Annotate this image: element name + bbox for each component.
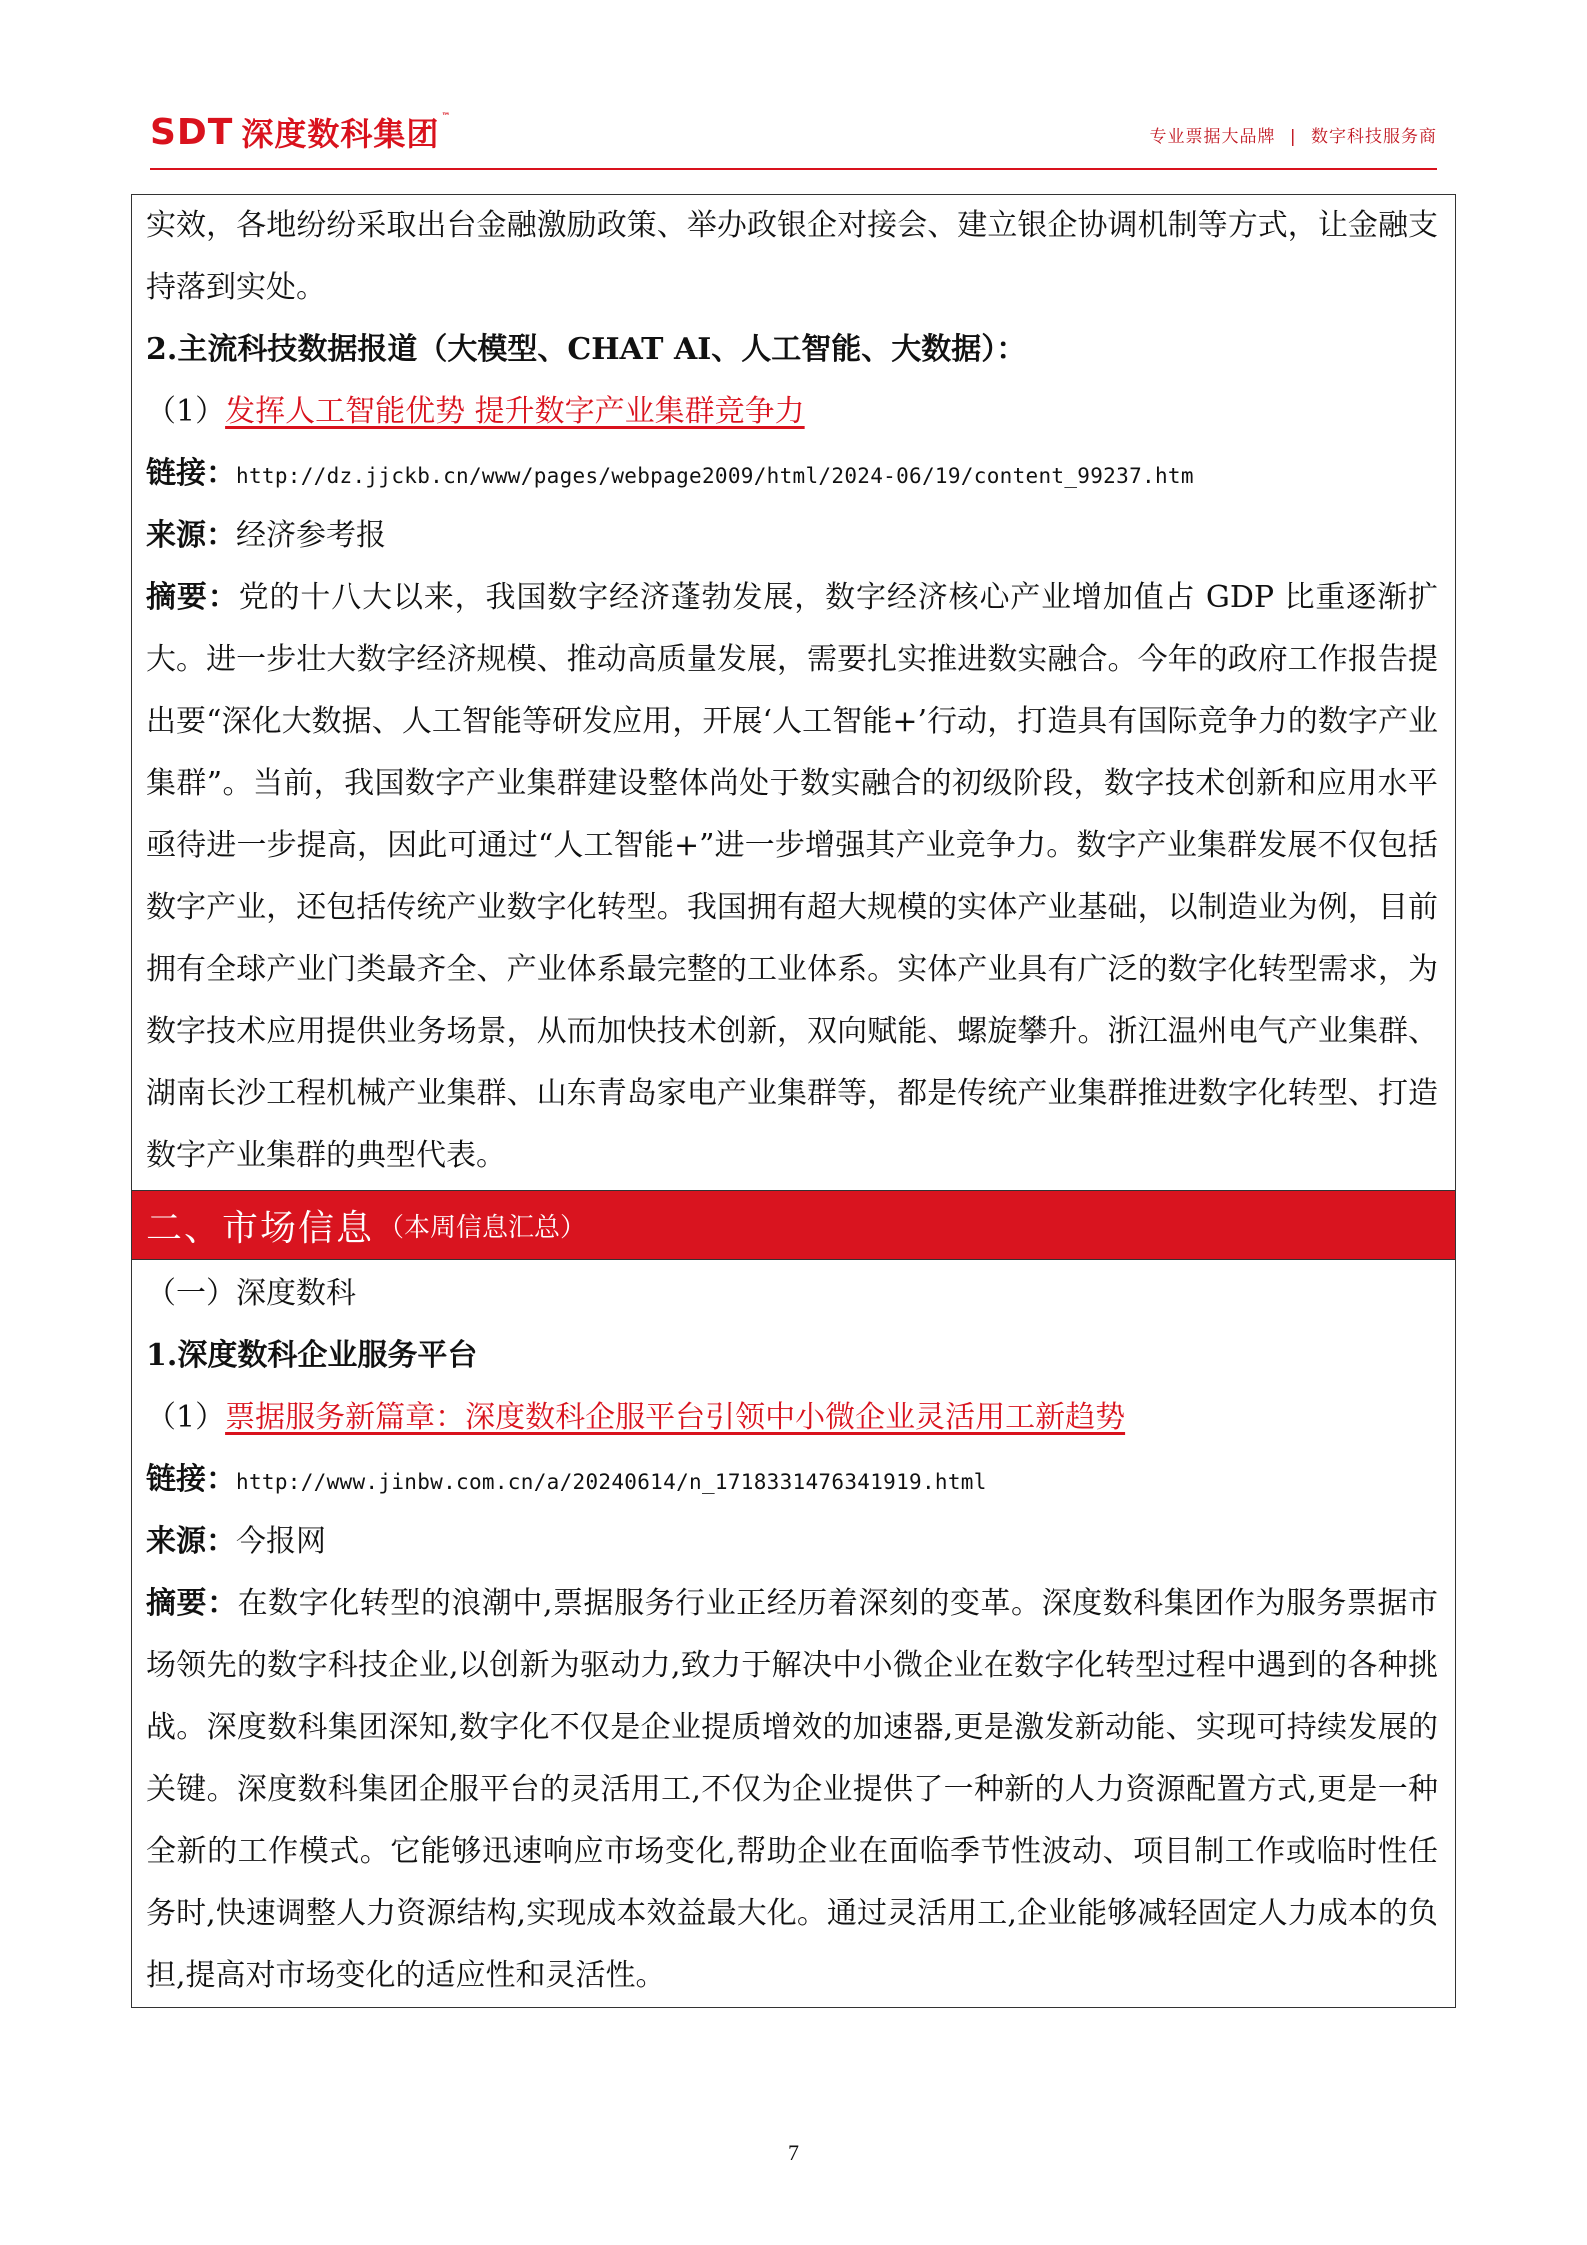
section-banner-market xyxy=(132,1190,1455,1260)
article2-summary xyxy=(146,1573,1438,2007)
tagline-separator: | xyxy=(1289,127,1297,147)
summary2-text: 在数字化转型的浪潮中,票据服务行业正经历着深刻的变革。深度数科集团作为服务票据市场领先的数字科技企业,以创新为驱动力,致力于解决中小微企业在数字化转型过程中遇到的各种挑战。深度数科集团深知,数字化不仅是企业提质增效的加速器,更是激发新动能、实现可持续发展的关键。深度数科集团企服平台的灵活用工,不仅为企业提供了一种新的人力资源配置方式,更是一种全新的工作模式。它能够迅速响应市场变化,帮助企业在面临季节性波动、项目制工作或临时性任务时,快速调整人力资源结构,实现成本效益最大化。通过灵活用工,企业能够减轻固定人力成本的负担,提高对市场变化的适应性和灵活性。 xyxy=(146,1586,1438,1993)
header-tagline xyxy=(1149,122,1437,147)
article2-title-link[interactable]: 票据服务新篇章：深度数科企服平台引领中小微企业灵活用工新趋势 xyxy=(225,1400,1126,1435)
summary-text: 党的十八大以来，我国数字经济蓬勃发展，数字经济核心产业增加值占 GDP 比重逐渐扩大。进一步壮大数字经济规模、推动高质量发展，需要扎实推进数实融合。今年的政府工作报告提出要“深化大数据、人工智能等研发应用，开展‘人工智能+’行动，打造具有国际竞争力的数字产业集群”。当前，我国数字产业集群建设整体尚处于数实融合的初级阶段，数字技术创新和应用水平亟待进一步提高，因此可通过“人工智能+”进一步增强其产业竞争力。数字产业集群发展不仅包括数字产业，还包括传统产业数字化转型。我国拥有超大规模的实体产业基础，以制造业为例，目前拥有全球产业门类最齐全、产业体系最完整的工业体系。实体产业具有广泛的数字化转型需求，为数字技术应用提供业务场景，从而加快技术创新，双向赋能、螺旋攀升。浙江温州电气产业集群、湖南长沙工程机械产业集群、山东青岛家电产业集群等，都是传统产业集群推进数字化转型、打造数字产业集群的典型代表。 xyxy=(146,580,1438,1173)
banner-title: 二、市场信息 xyxy=(146,1207,375,1249)
article-title-link[interactable]: 发挥人工智能优势 提升数字产业集群竞争力 xyxy=(225,394,805,429)
company-logo xyxy=(150,108,450,156)
banner-subtitle: （本周信息汇总） xyxy=(378,1212,587,1243)
article-link-row xyxy=(146,443,1438,507)
article-source-row xyxy=(146,505,1438,567)
tagline-right: 数字科技服务商 xyxy=(1311,127,1437,147)
article2-title-row xyxy=(146,1387,1438,1449)
tagline-left: 专业票据大品牌 xyxy=(1149,127,1276,147)
article-index: （1） xyxy=(146,394,226,429)
article2-link-row xyxy=(146,1449,1438,1513)
article-title-row xyxy=(146,381,1438,443)
source-label: 来源： xyxy=(146,518,236,553)
article2-source-row xyxy=(146,1511,1438,1573)
continuation-text: 实效，各地纷纷采取出台金融激励政策、举办政银企对接会、建立银企协调机制等方式，让金融支持落到实处。 xyxy=(146,208,1438,305)
article2-index: （1） xyxy=(146,1400,226,1435)
article-summary xyxy=(146,567,1438,1187)
source-value: 经济参考报 xyxy=(236,518,386,553)
source2-value: 今报网 xyxy=(236,1524,326,1559)
section-heading-platform: 1.深度数科企业服务平台 xyxy=(146,1338,478,1373)
content-table xyxy=(131,194,1456,2008)
summary-label: 摘要： xyxy=(146,580,239,615)
continuation-paragraph xyxy=(146,195,1438,319)
article2-url[interactable]: http://www.jinbw.com.cn/a/20240614/n_1718331476341919.html xyxy=(236,1470,987,1494)
article-url[interactable]: http://dz.jjckb.cn/www/pages/webpage2009/html/2024-06/19/content_99237.htm xyxy=(236,464,1194,488)
logo-name: 深度数科集团 xyxy=(241,115,440,153)
section-heading-tech: 2.主流科技数据报道（大模型、CHAT AI、人工智能、大数据）： xyxy=(146,332,1027,367)
logo-brand: SDT xyxy=(150,111,234,153)
link2-label: 链接： xyxy=(146,1462,236,1497)
sub-heading-sdt: （一）深度数科 xyxy=(146,1276,356,1311)
source2-label: 来源： xyxy=(146,1524,236,1559)
link-label: 链接： xyxy=(146,456,236,491)
logo-trademark: ™ xyxy=(441,112,451,122)
summary2-label: 摘要： xyxy=(146,1586,238,1621)
page-header xyxy=(150,108,1437,156)
header-divider xyxy=(150,168,1437,170)
page-number: 7 xyxy=(788,2140,799,2165)
